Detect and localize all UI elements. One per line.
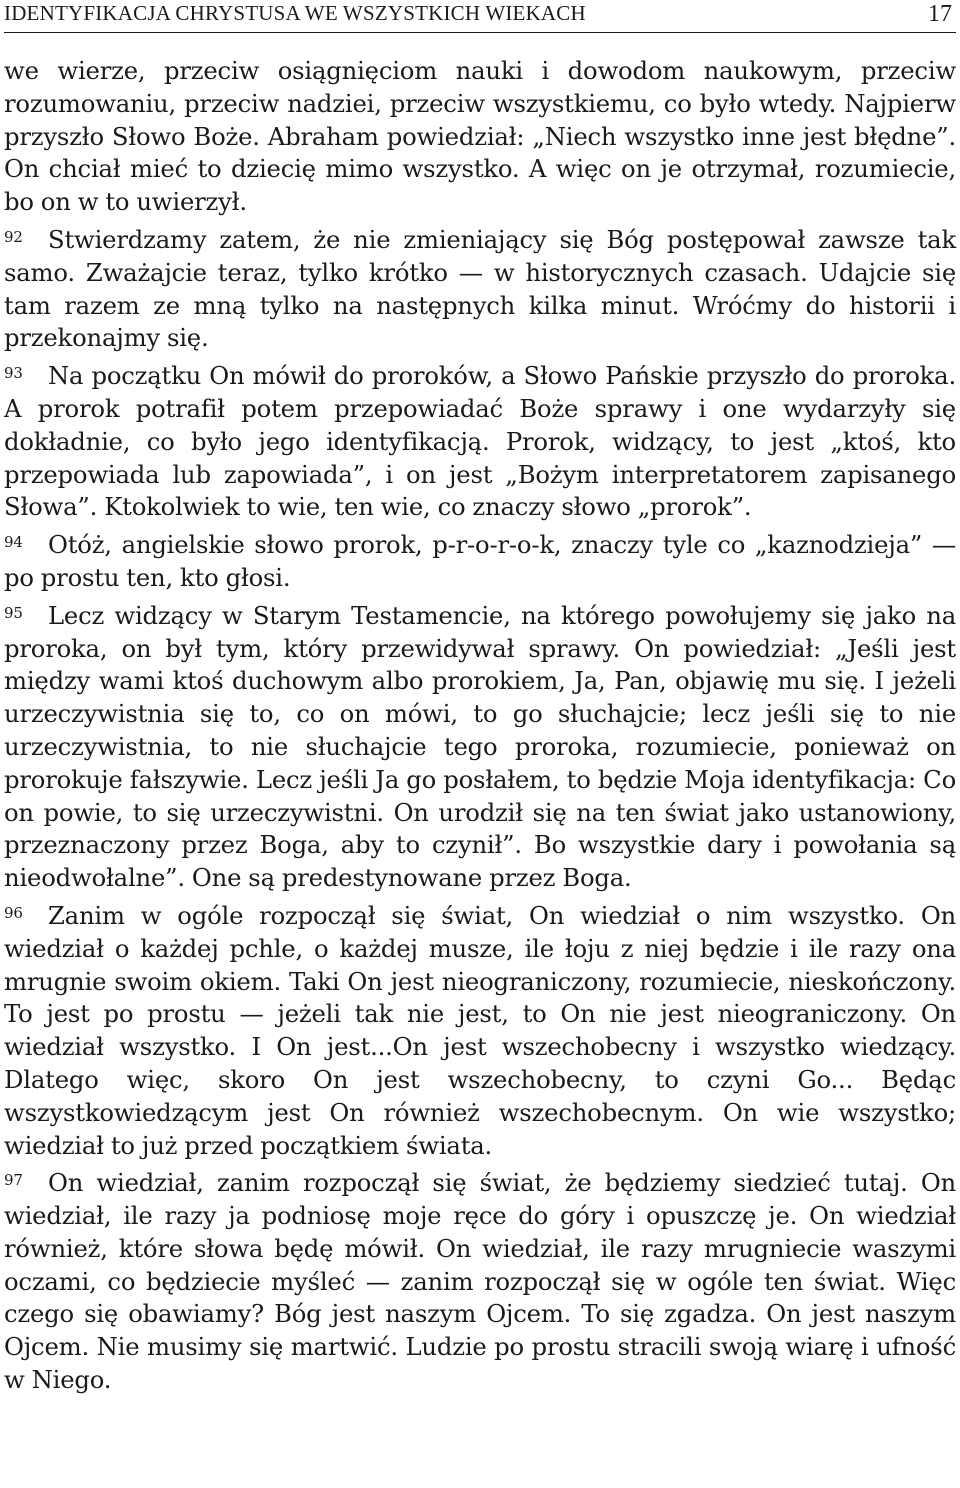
paragraph-95: [4, 600, 956, 895]
body-text: [4, 55, 956, 1397]
paragraph-number: 94: [4, 533, 23, 552]
paragraph-text: Zanim w ogóle rozpoczął się świat, On wiedział o nim wszystko. On wiedział o każdej pchle, o każdej musze, ile łoju z niej będzie i ile razy ona mrugnie swoim okiem. Taki On jest nieograniczony, rozumiecie, nieskończony. To jest po prostu — jeżeli tak nie jest, to On nie jest nieograniczony. On wiedział wszystko. I On jest...On jest wszechobecny i wszystko wiedzący. Dlatego więc, skoro On jest wszechobecny, to czyni Go... Będąc wszystkowiedzącym jest On również wszechobecnym. On wie wszystko; wiedział to już przed początkiem świata.: [4, 900, 956, 1160]
paragraph-number: 95: [4, 603, 23, 622]
paragraph-93: [4, 360, 956, 524]
paragraph-96: [4, 900, 956, 1162]
paragraph-continued: [4, 55, 956, 219]
paragraph-text: Otóż, angielskie słowo prorok, p-r-o-r-o-k, znaczy tyle co „kaznodzieja” — po prostu ten, kto głosi.: [4, 530, 956, 592]
paragraph-text: Lecz widzący w Starym Testamencie, na którego powołujemy się jako na proroka, on był tym, który przewidywał sprawy. On powiedział: „Jeśli jest między wami ktoś duchowym albo prorokiem, Ja, Pan, objawię mu się. I jeżeli urzeczywistnia się to, co on mówi, to go słuchajcie; lecz jeśli się to nie urzeczywistnia, to nie słuchajcie tego proroka, rozumiecie, ponieważ on prorokuje fałszywie. Lecz jeśli Ja go posłałem, to będzie Moja identyfikacja: Co on powie, to się urzeczywistni. On urodził się na ten świat jako ustanowiony, przeznaczony przez Boga, aby to czynił”. Bo wszystkie dary i powołania są nieodwołalne”. One są predestynowane przez Boga.: [4, 600, 956, 893]
paragraph-text: On wiedział, zanim rozpoczął się świat, że będziemy siedzieć tutaj. On wiedział, ile razy ja podniosę moje ręce do góry i opuszczę je. On wiedział również, które słowa będę mówił. On wiedział, ile razy mrugniecie waszymi oczami, co będziecie myśleć — zanim rozpoczął się w ogóle ten świat. Więc czego się obawiamy? Bóg jest naszym Ojcem. To się zgadza. On jest naszym Ojcem. Nie musimy się martwić. Ludzie po prostu stracili swoją wiarę i ufność w Niego.: [4, 1168, 956, 1395]
paragraph-94: [4, 529, 956, 595]
paragraph-number: 96: [4, 903, 23, 922]
paragraph-text: we wierze, przeciw osiągnięciom nauki i dowodom naukowym, przeciw rozumowaniu, przeciw nadziei, przeciw wszystkiemu, co było wtedy. Najpierw przyszło Słowo Boże. Abraham powiedział: „Niech wszystko inne jest błędne”. On chciał mieć to dziecię mimo wszystko. A więc on je otrzymał, rozumiecie, bo on w to uwierzył.: [4, 56, 956, 217]
paragraph-number: 97: [4, 1171, 23, 1190]
paragraph-97: [4, 1167, 956, 1397]
running-title: IDENTYFIKACJA CHRYSTUSA WE WSZYSTKICH WIEKACH: [4, 1, 586, 25]
page-number: 17: [928, 1, 952, 27]
document-page: [4, 0, 956, 1488]
paragraph-text: Stwierdzamy zatem, że nie zmieniający się Bóg postępował zawsze tak samo. Zważajcie teraz, tylko krótko — w historycznych czasach. Udajcie się tam razem ze mną tylko na następnych kilka minut. Wróćmy do historii i przekonajmy się.: [4, 224, 956, 353]
paragraph-text: Na początku On mówił do proroków, a Słowo Pańskie przyszło do proroka. A prorok potrafił potem przepowiadać Boże sprawy i one wydarzyły się dokładnie, co było jego identyfikacją. Prorok, widzący, to jest „ktoś, kto przepowiada lub zapowiada”, i on jest „Bożym interpretatorem zapisanego Słowa”. Ktokolwiek to wie, ten wie, co znaczy słowo „prorok”.: [4, 361, 956, 522]
paragraph-number: 92: [4, 227, 23, 246]
paragraph-number: 93: [4, 364, 23, 383]
running-header: [4, 0, 956, 33]
paragraph-92: [4, 224, 956, 355]
